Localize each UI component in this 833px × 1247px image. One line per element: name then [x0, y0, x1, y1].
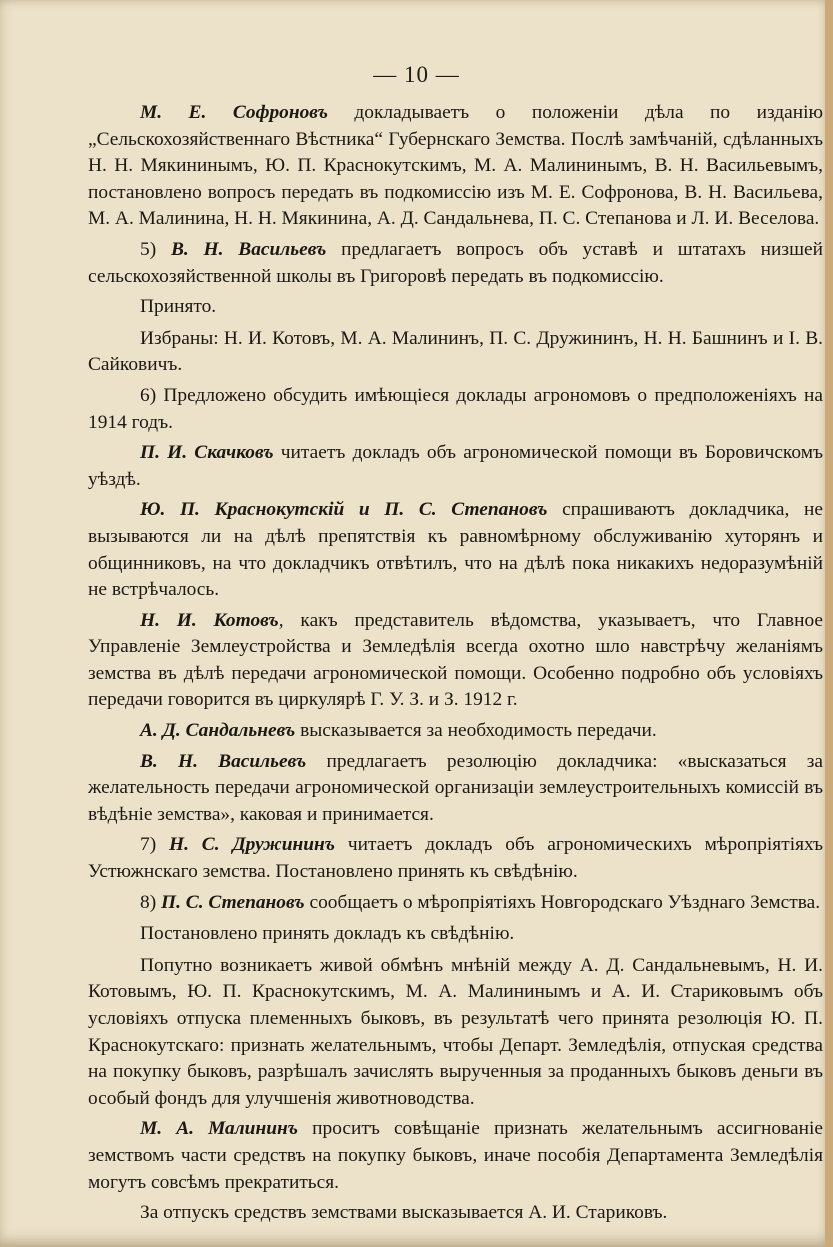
paragraph	[88, 497, 823, 603]
speaker-name: В. Н. Васильевъ	[140, 750, 307, 772]
paragraph	[88, 953, 823, 1113]
body-text	[88, 100, 823, 1231]
paragraph	[88, 326, 823, 379]
paragraph-text: докладываетъ о положеніи дѣла по изданію „Сельскохозяйственнаго Вѣстника“ Губернскаго Земства. Послѣ замѣчаній, сдѣланныхъ Н. Н. Мякининымъ, Ю. П. Краснокутскимъ, М. А. Малининымъ, В. Н. Васильевымъ, постановлено вопросъ передать въ подкомиссію изъ М. Е. Софронова, В. Н. Васильева, М. А. Малинина, Н. Н. Мякинина, А. Д. Сандальнева, П. С. Степанова и Л. И. Веселова.	[88, 102, 823, 230]
speaker-name: Ю. П. Краснокутскій и П. С. Степановъ	[140, 499, 548, 521]
paragraph-text: Попутно возникаетъ живой обмѣнъ мнѣній между А. Д. Сандальневымъ, Н. И. Котовымъ, Ю. П. Краснокутскимъ, М. А. Малининымъ и А. И. Стариковымъ объ условіяхъ отпуска племенныхъ быковъ, въ результатѣ чего принята резолюція Ю. П. Краснокутскаго: признать желательнымъ, чтобы Департ. Земледѣлія, отпуская средства на покупку быковъ, разрѣшалъ зачислять вырученныя за проданныхъ быковъ деньги въ особый фондъ для улучшенія животноводства.	[88, 954, 823, 1109]
speaker-name: П. С. Степановъ	[161, 891, 305, 913]
paragraph-text: предлагаетъ вопросъ объ уставѣ и штатахъ низшей сельскохозяйственной школы въ Григоровѣ передать въ подкомиссію.	[88, 238, 823, 287]
speaker-name: М. А. Малининъ	[140, 1118, 299, 1140]
paragraph	[88, 718, 823, 745]
paragraph	[88, 890, 823, 917]
speaker-name: А. Д. Сандальневъ	[140, 720, 296, 742]
speaker-name: М. Е. Софроновъ	[140, 102, 328, 123]
paragraph	[88, 1200, 823, 1227]
paragraph-text: предлагаетъ резолюцію докладчика: «высказаться за желательность передачи агрономической организаціи землеустроительныхъ комиссій въ вѣдѣніе земства», каковая и принимается.	[88, 750, 823, 825]
paragraph-text: Избраны: Н. И. Котовъ, М. А. Малининъ, П. С. Дружининъ, Н. Н. Башнинъ и І. В. Сайковичъ.	[88, 327, 823, 376]
paragraph	[88, 383, 823, 436]
paragraph	[88, 294, 823, 321]
speaker-name: Н. С. Дружининъ	[169, 834, 336, 856]
speaker-name: Н. И. Котовъ	[140, 609, 279, 631]
paragraph-text: проситъ совѣщаніе признать желательнымъ ассигнованіе земствомъ части средствъ на покупку быковъ, иначе пособія Департамента Земледѣлія могутъ совсѣмъ прекратиться.	[88, 1118, 823, 1193]
item-number: 7)	[140, 834, 170, 856]
paragraph	[88, 608, 823, 714]
paragraph	[88, 832, 823, 885]
paragraph-text: 6) Предложено обсудить имѣющіеся доклады агрономовъ о предположеніяхъ на 1914 годъ.	[88, 384, 823, 433]
paragraph-text: читаетъ докладъ объ агрономическихъ мѣропріятіяхъ Устюжнскаго земства. Постановлено принять къ свѣдѣнію.	[88, 834, 823, 883]
paragraph-text: Принято.	[140, 296, 217, 318]
page-edge	[825, 0, 833, 1247]
page-number: — 10 —	[373, 62, 460, 87]
speaker-name: П. И. Скачковъ	[140, 442, 274, 464]
speaker-name: В. Н. Васильевъ	[170, 238, 327, 260]
paragraph	[88, 921, 823, 948]
paragraph-text: Постановлено принять докладъ къ свѣдѣнію.	[140, 923, 515, 945]
paragraph	[88, 1116, 823, 1196]
paragraph-text: спрашиваютъ докладчика, не вызываются ли на дѣлѣ препятствія къ равномѣрному обслуживанію хуторянъ и общинниковъ, на что докладчикъ отвѣтилъ, что на дѣлѣ пока никакихъ недоразумѣній не встрѣчалось.	[88, 499, 823, 601]
paragraph	[88, 100, 823, 233]
paragraph-text: , какъ представитель вѣдомства, указываетъ, что Главное Управленіе Землеустройства и Земледѣлія всегда охотно шло навстрѣчу желаніямъ земства въ дѣлѣ передачи агрономической помощи. Особенно подробно объ условіяхъ передачи говорится въ циркулярѣ Г. У. З. и З. 1912 г.	[88, 609, 824, 711]
item-number: 5)	[140, 238, 171, 260]
paragraph	[88, 237, 823, 290]
paragraph-text: читаетъ докладъ объ агрономической помощи въ Боровичскомъ уѣздѣ.	[88, 442, 823, 490]
item-number: 8)	[140, 891, 162, 913]
paragraph-text: За отпускъ средствъ земствами высказывается А. И. Стариковъ.	[140, 1202, 668, 1224]
paragraph-text: высказывается за необходимость передачи.	[295, 720, 657, 742]
paragraph	[88, 440, 823, 493]
paragraph-text: сообщаетъ о мѣропріятіяхъ Новгородскаго Уѣзднаго Земства.	[304, 891, 821, 913]
paragraph	[88, 749, 823, 829]
